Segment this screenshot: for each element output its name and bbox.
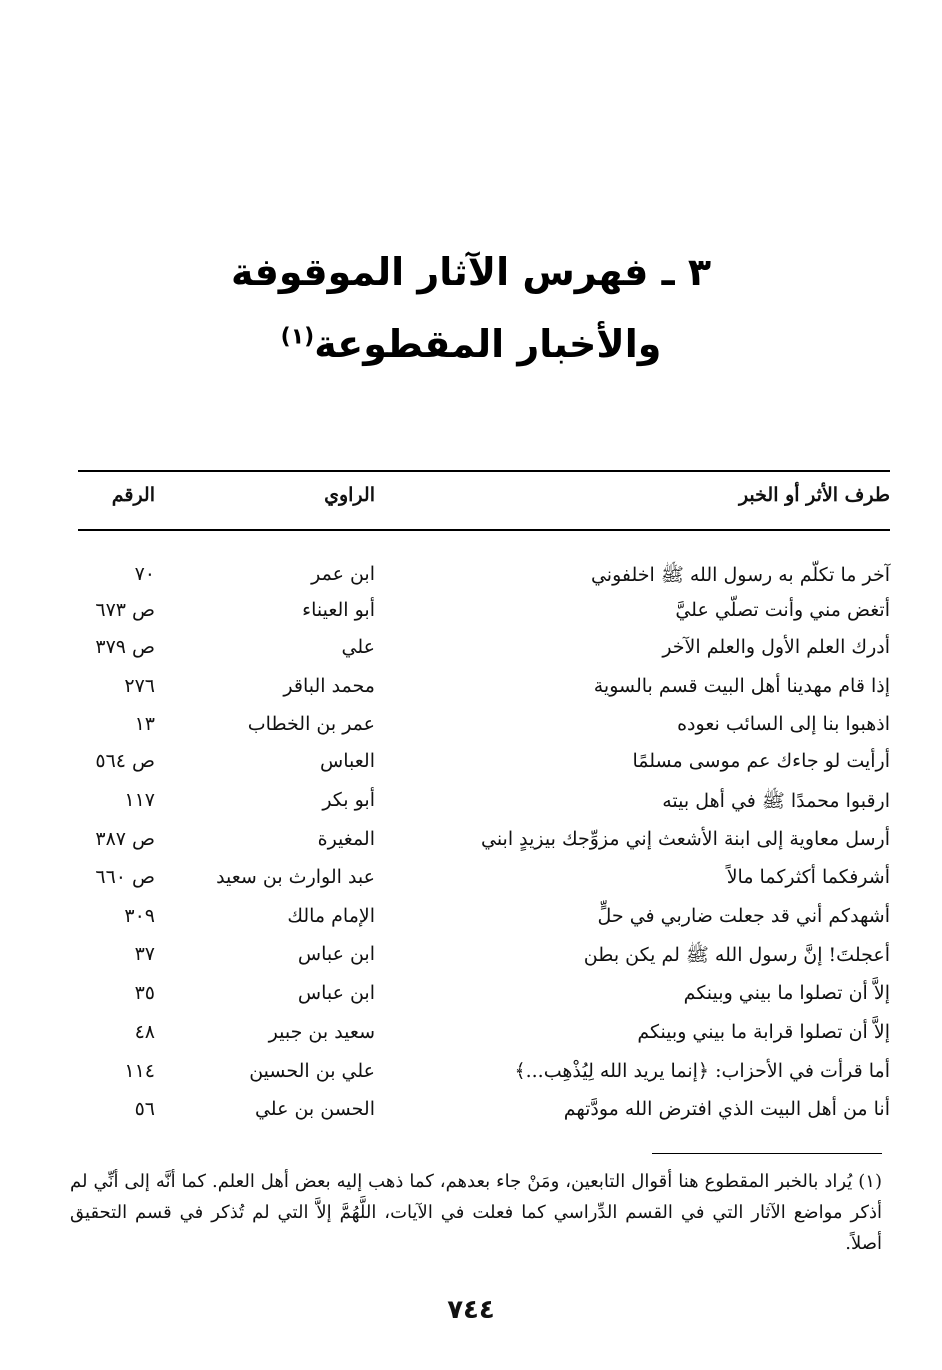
- row-number: ١١٧: [124, 789, 155, 811]
- row-number: ٤٨: [134, 1021, 155, 1043]
- row-narrator: ابن عمر: [311, 563, 375, 585]
- row-number: ١١٤: [124, 1060, 155, 1082]
- row-text: أشهدكم أني قد جعلت ضاربي في حلٍّ: [597, 905, 890, 927]
- table-row: [78, 905, 890, 941]
- index-subtitle: [0, 322, 942, 366]
- table-row: [78, 599, 890, 635]
- row-narrator: أبو العيناء: [302, 599, 375, 621]
- row-number: ص ٥٦٤: [95, 750, 155, 772]
- row-narrator: ابن عباس: [297, 943, 375, 965]
- row-text: إلاَّ أن تصلوا قرابة ما بيني وبينكم: [637, 1021, 890, 1043]
- row-number: ص ٣٧٩: [95, 636, 155, 658]
- row-narrator: العباس: [320, 750, 375, 772]
- footnote: (١) يُراد بالخبر المقطوع هنا أقوال التابعين، ومَنْ جاء بعدهم، كما ذهب إليه بعض أهل العلم. كما أنَّه إلى أنِّي لم أذكر مواضع الآثار التي في القسم الدِّراسي كما فعلت في الآيات، اللَّهُمَّ إلاَّ التي لم تُذكر في قسم التحقيق أصلاً.: [70, 1171, 882, 1254]
- footnote-marker: (١): [280, 324, 315, 350]
- header-narrator: الراوي: [324, 484, 375, 506]
- table-row: [78, 943, 890, 979]
- row-text: ارقبوا محمدًا ﷺ في أهل بيته: [662, 790, 890, 812]
- row-text: أما قرأت في الأحزاب: ﴿إنما يريد الله لِيُذْهِب...﴾: [514, 1060, 890, 1082]
- row-narrator: أبو بكر: [322, 789, 375, 811]
- row-narrator: علي: [341, 636, 375, 658]
- row-text: أتغض مني وأنت تصلّي عليَّ: [675, 599, 890, 621]
- index-title: ٣ ـ فهرس الآثار الموقوفة: [230, 250, 712, 294]
- table-header: [78, 484, 890, 520]
- table-header-rule: [78, 529, 890, 531]
- table-row: [78, 675, 890, 711]
- row-text: آخر ما تكلّم به رسول الله ﷺ اخلفوني: [590, 564, 890, 586]
- row-text: إلاَّ أن تصلوا ما بيني وبينكم: [683, 982, 890, 1004]
- row-text: أرأيت لو جاءك عم موسى مسلمًا: [632, 750, 890, 772]
- row-number: ٣٧: [134, 943, 155, 965]
- row-text: أدرك العلم الأول والعلم الآخر: [662, 636, 890, 658]
- table-top-rule: [78, 470, 890, 472]
- row-narrator: عمر بن الخطاب: [247, 713, 375, 735]
- row-text: اذهبوا بنا إلى السائب نعوده: [677, 713, 890, 735]
- row-narrator: علي بن الحسين: [249, 1060, 375, 1082]
- row-narrator: الحسن بن علي: [254, 1098, 375, 1120]
- row-number: ص ٦٦٠: [95, 866, 155, 888]
- row-number: ٧٠: [134, 563, 155, 585]
- row-number: ٥٦: [134, 1098, 155, 1120]
- table-row: [78, 1021, 890, 1057]
- table-row: [78, 789, 890, 825]
- row-text: أعجلتَ! إنَّ رسول الله ﷺ لم يكن بطن: [583, 944, 890, 966]
- table-row: [78, 563, 890, 599]
- row-narrator: المغيرة: [317, 828, 375, 850]
- table-row: [78, 1098, 890, 1134]
- row-number: ١٣: [134, 713, 155, 735]
- table-row: [78, 713, 890, 749]
- row-text: أنا من أهل البيت الذي افترض الله مودَّتهم: [563, 1098, 890, 1120]
- row-text: أرسل معاوية إلى ابنة الأشعث إني مزوِّجك بيزيدٍ ابني: [480, 828, 890, 850]
- table-row: [78, 866, 890, 902]
- row-narrator: ابن عباس: [297, 982, 375, 1004]
- footnote-rule: [652, 1153, 882, 1154]
- header-text: طرف الأثر أو الخبر: [738, 484, 890, 506]
- row-number: ص ٦٧٣: [95, 599, 155, 621]
- row-text: إذا قام مهدينا أهل البيت قسم بالسوية: [593, 675, 890, 697]
- row-number: ٣٥: [134, 982, 155, 1004]
- table-row: [78, 828, 890, 864]
- row-narrator: محمد الباقر: [283, 675, 375, 697]
- row-narrator: سعيد بن جبير: [268, 1021, 375, 1043]
- row-narrator: الإمام مالك: [287, 905, 375, 927]
- table-row: [78, 982, 890, 1018]
- row-narrator: عبد الوارث بن سعيد: [216, 866, 375, 888]
- row-number: ٢٧٦: [124, 675, 155, 697]
- table-row: [78, 1060, 890, 1096]
- table-row: [78, 636, 890, 672]
- row-number: ص ٣٨٧: [95, 828, 155, 850]
- row-number: ٣٠٩: [124, 905, 155, 927]
- row-text: أشرفكما أكثركما مالاً: [726, 866, 890, 888]
- index-subtitle-text: والأخبار المقطوعة: [314, 322, 662, 366]
- table-row: [78, 750, 890, 786]
- header-number: الرقم: [111, 484, 155, 506]
- page-number: ٧٤٤: [447, 1295, 495, 1325]
